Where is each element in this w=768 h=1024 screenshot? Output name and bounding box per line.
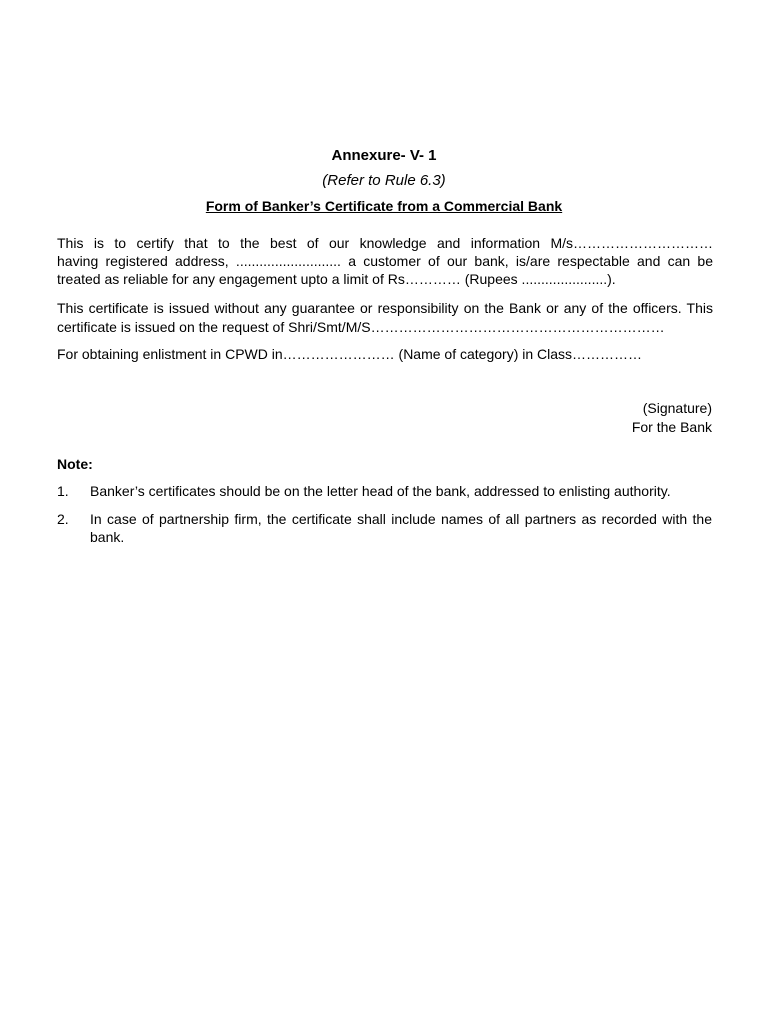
- note-number-1: 1.: [57, 483, 69, 499]
- signature-label: (Signature): [642, 400, 712, 416]
- note-number-2: 2.: [57, 511, 69, 527]
- certify-line-2: having registered address, ........................... a customer of our bank, is/are respectable and can be: [57, 253, 713, 269]
- note-text-2-line-2: bank.: [90, 529, 125, 545]
- annexure-title: Annexure- V- 1: [331, 147, 437, 164]
- note-text-1: Banker’s certificates should be on the letter head of the bank, addressed to enlisting authority.: [90, 483, 671, 499]
- issuance-line-2: certificate is issued on the request of Shri/Smt/M/S………………………………………………………: [57, 319, 665, 335]
- certify-line-3: treated as reliable for any engagement upto a limit of Rs………… (Rupees ......................).: [57, 271, 616, 287]
- for-bank-label: For the Bank: [631, 419, 712, 435]
- note-text-2-line-1: In case of partnership firm, the certificate shall include names of all partners as recorded with the: [90, 511, 712, 527]
- form-heading: Form of Banker’s Certificate from a Commercial Bank: [205, 198, 563, 214]
- enlistment-line: For obtaining enlistment in CPWD in…………………… (Name of category) in Class……………: [57, 346, 643, 362]
- certify-line-1: This is to certify that to the best of our knowledge and information M/s…………………………: [57, 235, 713, 251]
- rule-reference: (Refer to Rule 6.3): [322, 172, 446, 189]
- note-heading: Note:: [57, 456, 93, 472]
- issuance-line-1: This certificate is issued without any guarantee or responsibility on the Bank or any of the officers. This: [57, 300, 713, 316]
